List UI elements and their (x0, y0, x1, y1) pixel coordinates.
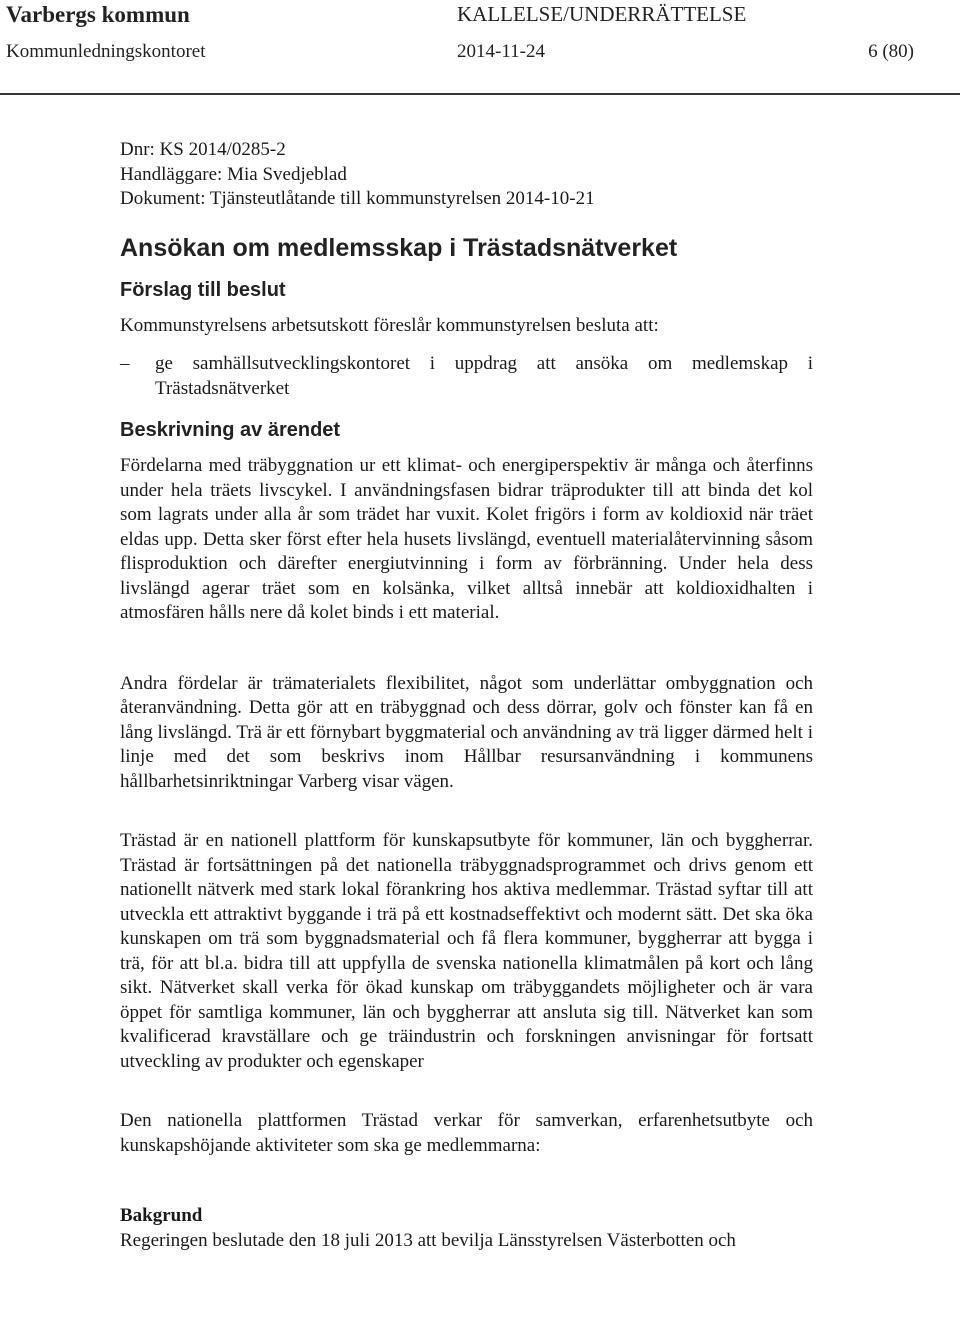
proposal-bullet (120, 352, 813, 401)
proposal-bullet-text: ge samhällsutvecklingskontoret i uppdrag att ansöka om medlemskap i Trästadsnätverket (155, 353, 813, 399)
header-document-type: KALLELSE/UNDERRÄTTELSE (457, 2, 747, 26)
meta-dnr: Dnr: KS 2014/0285-2 (120, 139, 286, 160)
header-date: 2014-11-24 (457, 41, 545, 62)
description-paragraph-4: Den nationella plattformen Trästad verkar för samverkan, erfarenhetsutbyte och kunskapshöjande aktiviteter som ska ge medlemmarna: (120, 1110, 813, 1156)
dash-marker: – (120, 353, 130, 374)
proposal-intro: Kommunstyrelsens arbetsutskott föreslår kommunstyrelsen besluta att: (120, 314, 659, 336)
description-paragraph-2: Andra fördelar är trämaterialets flexibilitet, något som underlättar ombyggnation och återanvändning. Detta gör att en träbyggnad och dess dörrar, golv och fönster kan få en lång livslängd. Trä är ett förnybart byggmaterial och användning av trä ligger därmed helt i linje med det som beskrivs inom Hållbar resursanvändning i kommunens hållbarhetsinriktningar Varberg visar vägen. (120, 672, 813, 792)
header-office: Kommunledningskontoret (6, 41, 206, 62)
description-heading: Beskrivning av ärendet (120, 419, 341, 441)
document-title: Ansökan om medlemsskap i Trästadsnätverket (120, 233, 678, 262)
document-body (120, 138, 813, 1253)
background-heading: Bakgrund (120, 1205, 203, 1226)
header-divider (0, 93, 960, 95)
header-page-number: 6 (80) (868, 41, 914, 62)
background-first-line: Regeringen beslutade den 18 juli 2013 att bevilja Länsstyrelsen Västerbotten och (120, 1229, 736, 1251)
proposal-heading: Förslag till beslut (120, 278, 286, 301)
description-paragraph-3: Trästad är en nationell plattform för kunskapsutbyte för kommuner, län och byggherrar. Trästad är fortsättningen på det nationella träbyggnadsprogrammet och drivs genom ett nationellt nätverk med stark lokal förankring hos aktiva medlemmar. Trästad syftar till att utveckla ett attraktivt byggande i trä på ett kostnadseffektivt och modernt sätt. Det ska öka kunskapen om trä som byggnadsmaterial och få flera kommuner, byggherrar att bygga i trä, för att bl.a. bidra till att uppfylla de svenska nationella klimatmålen på kort och lång sikt. Nätverket skall verka för ökad kunskap om träbyggandets möjligheter och är vara öppet för samtliga kommuner, län och byggherrar att ansluta sig till. Nätverket kan som kvalificerad kravställare och ge träindustrin och forskningen anvisningar för fortsatt utveckling av produkter och egenskaper (120, 830, 813, 1072)
header-organization: Varbergs kommun (6, 2, 190, 27)
meta-handlaggare: Handläggare: Mia Svedjeblad (120, 163, 347, 185)
description-paragraph-1: Fördelarna med träbyggnation ur ett klimat- och energiperspektiv är många och återfinns under hela träets livscykel. I användningsfasen bidrar träprodukter till att binda det kol som lagrats under alla år som trädet har vuxit. Kolet frigörs i form av koldioxid när träet eldas upp. Detta sker först efter hela husets livslängd, eventuell materialåtervinning såsom flisproduktion och därefter energiutvinning i form av förbränning. Under hela dess livslängd agerar träet som en kolsänka, vilket alltså innebär att koldioxidhalten i atmosfären hålls nere då kolet binds i ett material. (120, 455, 813, 623)
meta-dokument: Dokument: Tjänsteutlåtande till kommunstyrelsen 2014-10-21 (120, 188, 595, 209)
